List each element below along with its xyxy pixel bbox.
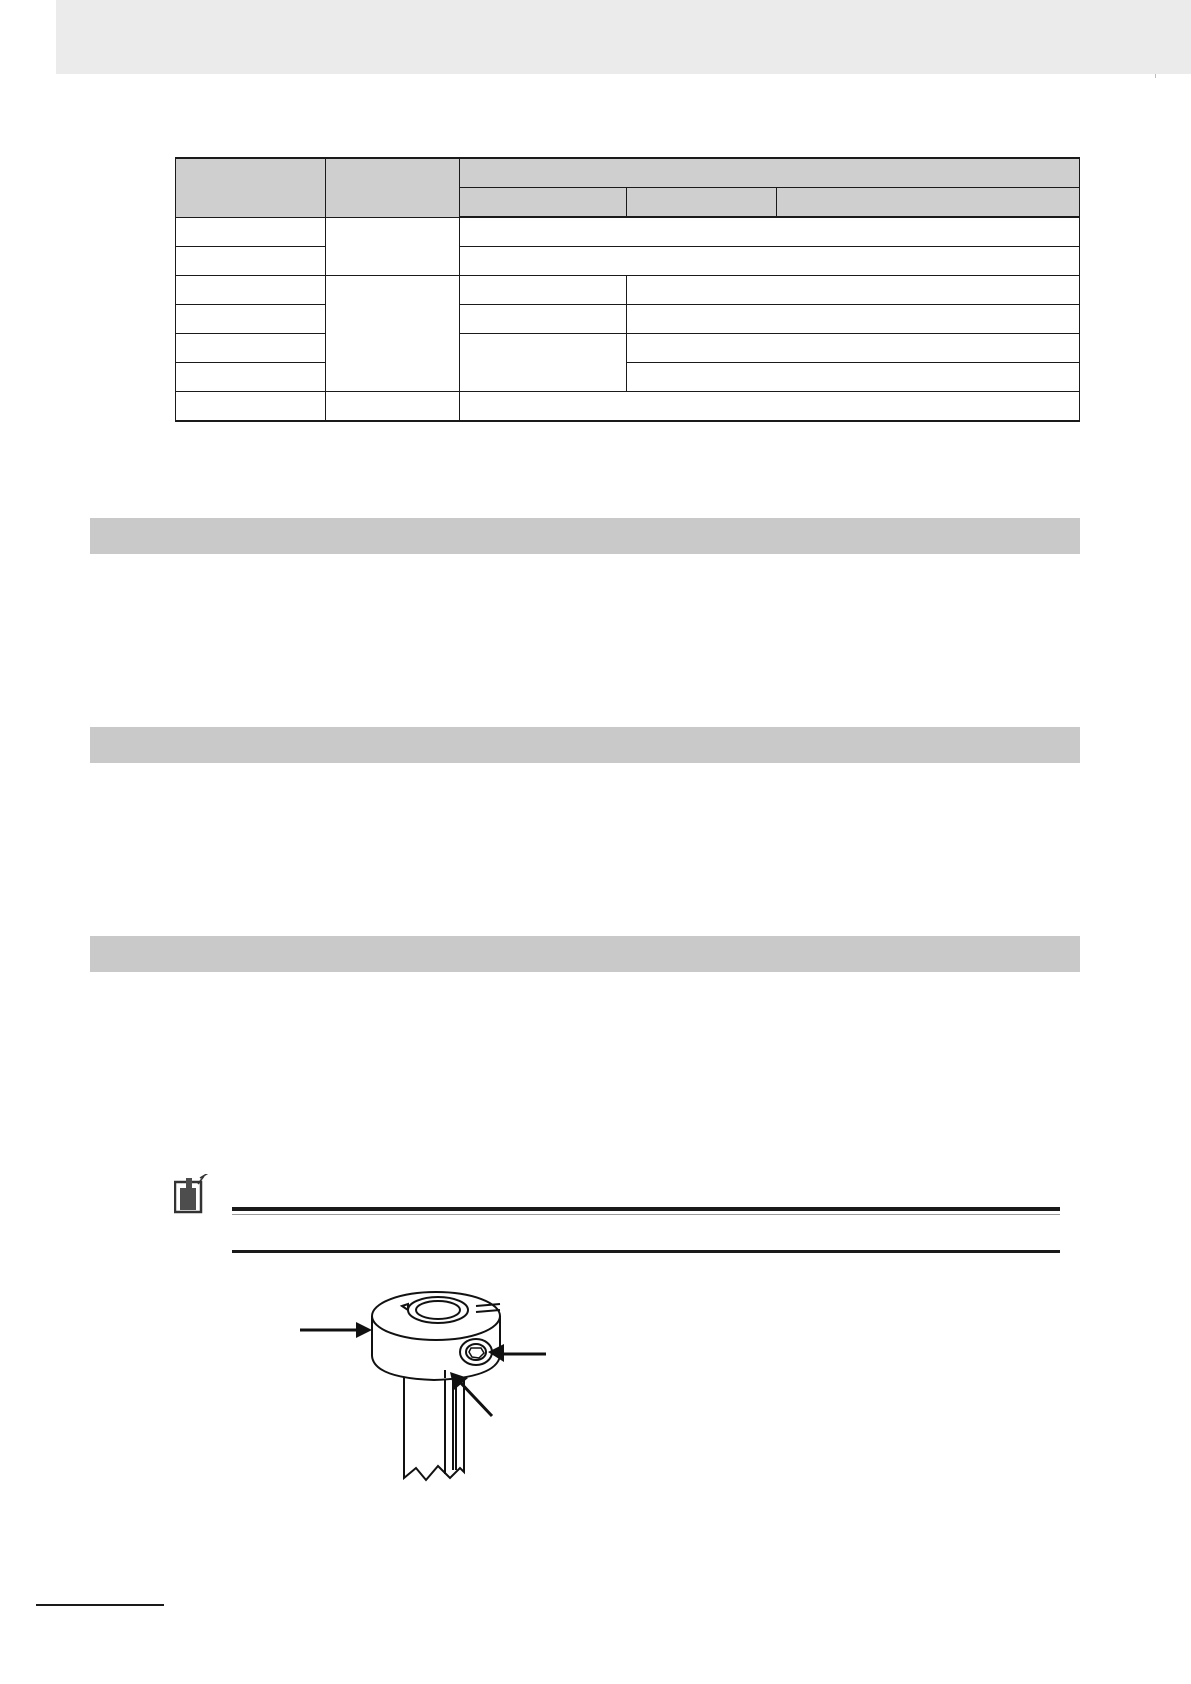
table-cell (326, 276, 460, 392)
precaution-bottom-rule (232, 1250, 1060, 1253)
table-header-cell (777, 188, 1080, 218)
table-cell (460, 217, 1080, 247)
footer-rule (36, 1604, 164, 1606)
table-cell (176, 217, 326, 247)
table-cell (627, 276, 1080, 305)
table-cell (460, 392, 1080, 422)
table-header-cell (460, 188, 627, 218)
header-corner-mark (1155, 74, 1156, 78)
table-cell (460, 305, 627, 334)
table-cell (176, 392, 326, 422)
table-header-cell (627, 188, 777, 218)
table-cell (460, 276, 627, 305)
table-row (176, 247, 1080, 276)
table-cell (176, 247, 326, 276)
table-row (176, 363, 1080, 392)
table-cell (326, 392, 460, 422)
table-cell (627, 334, 1080, 363)
table-cell (627, 363, 1080, 392)
precaution-top-thin-rule (232, 1214, 1060, 1215)
table-cell (176, 334, 326, 363)
page-header-band (56, 0, 1191, 74)
specification-table (175, 157, 1080, 422)
table-cell (627, 305, 1080, 334)
table-row (176, 217, 1080, 247)
table-row (176, 276, 1080, 305)
table-row (176, 392, 1080, 422)
table-row (176, 334, 1080, 363)
precaution-top-rule (232, 1207, 1060, 1211)
section-heading-bar (90, 518, 1080, 554)
table-header-cell (326, 158, 460, 217)
table-row (176, 305, 1080, 334)
table-cell (176, 305, 326, 334)
table-header-cell (176, 158, 326, 217)
section-heading-bar (90, 727, 1080, 763)
table-cell (326, 217, 460, 276)
table-header-row (176, 158, 1080, 188)
table-cell (176, 363, 326, 392)
shaft-collar-illustration (300, 1270, 580, 1490)
table-header-cell (460, 158, 1080, 188)
table-cell (176, 276, 326, 305)
precautions-for-correct-use-icon (174, 1174, 214, 1214)
section-heading-bar (90, 936, 1080, 972)
table-cell (460, 247, 1080, 276)
table-cell (460, 334, 627, 392)
